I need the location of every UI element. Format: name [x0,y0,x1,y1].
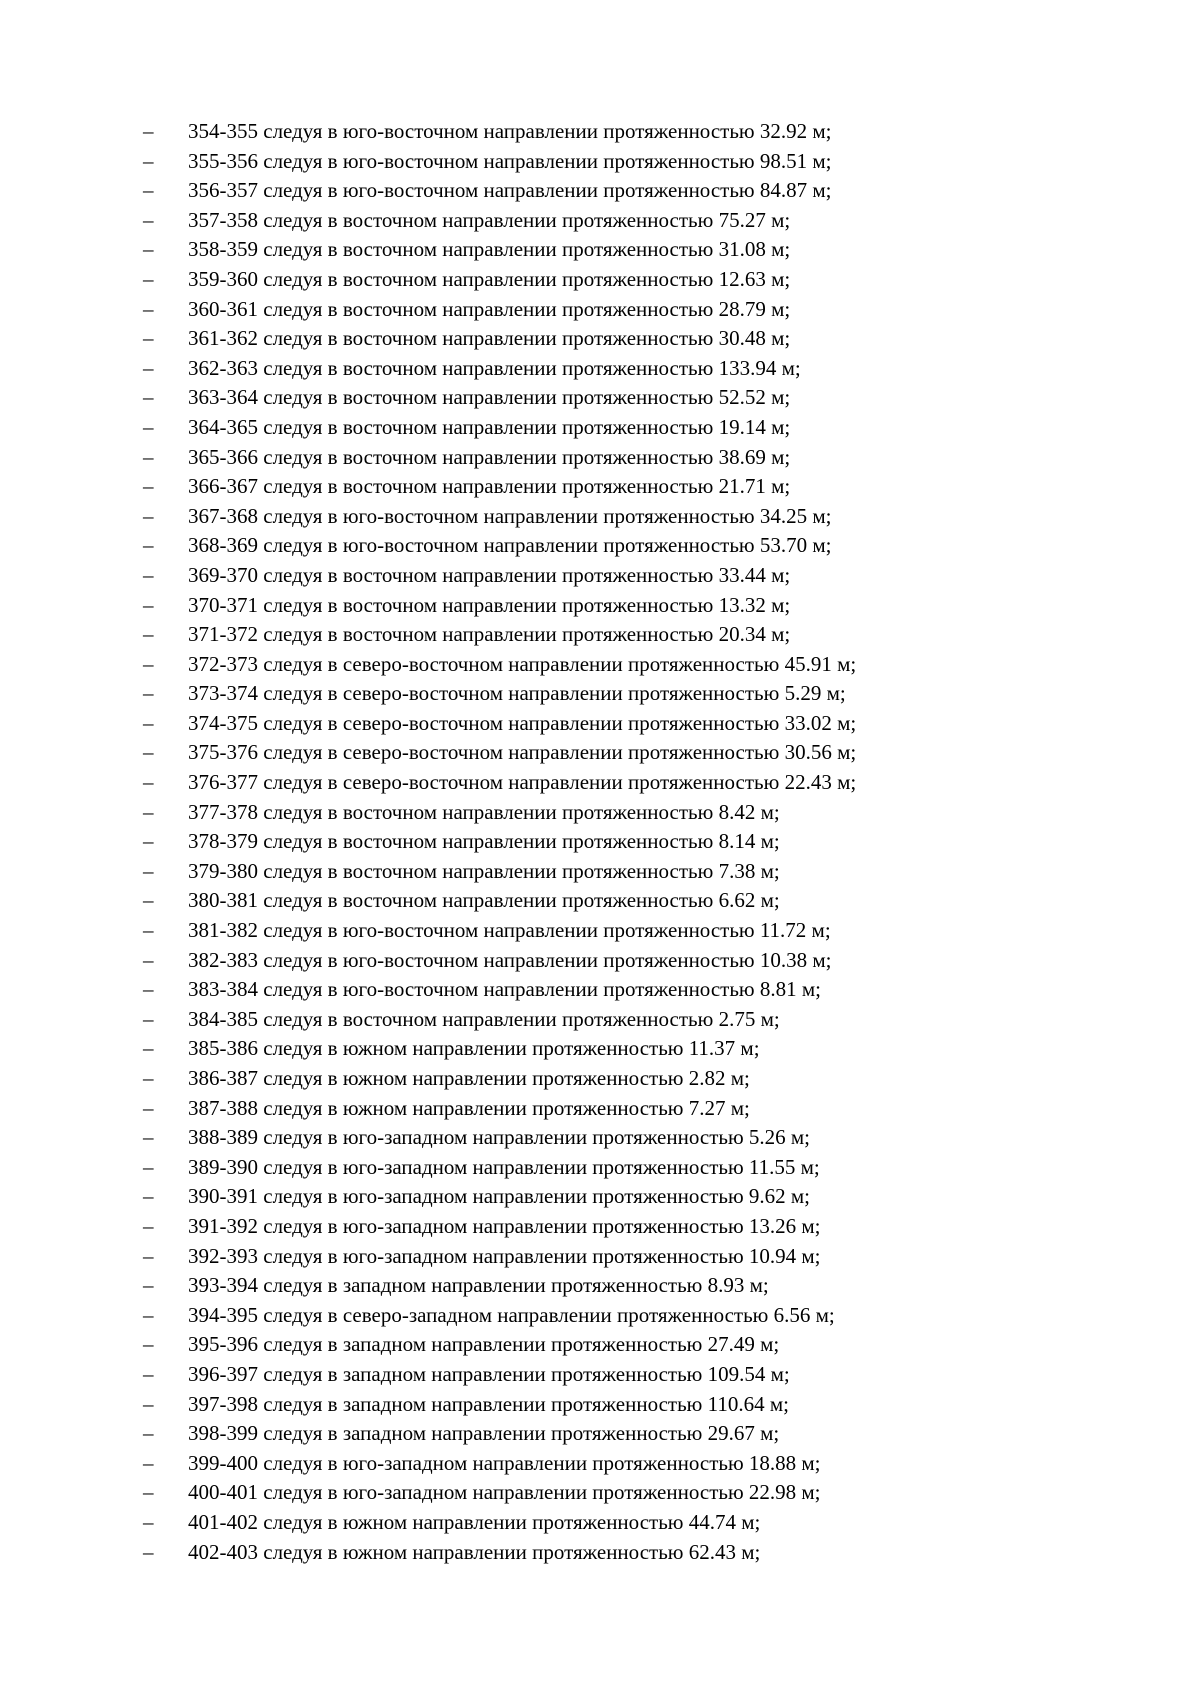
list-item [143,531,1043,561]
segment-description: 375-376 следуя в северо-восточном направлении протяженностью 30.56 м; [188,740,857,765]
list-item [143,798,1043,828]
list-bullet-dash: – [143,296,154,321]
list-item [143,709,1043,739]
list-item [143,1005,1043,1035]
segment-description: 357-358 следуя в восточном направлении протяженностью 75.27 м; [188,207,791,232]
list-item [143,206,1043,236]
segment-description: 374-375 следуя в северо-восточном направлении протяженностью 33.02 м; [188,710,857,735]
boundary-segment-list [143,117,1043,1567]
segment-description: 354-355 следуя в юго-восточном направлении протяженностью 32.92 м; [188,119,832,143]
list-bullet-dash: – [143,1273,154,1298]
segment-description: 398-399 следуя в западном направлении протяженностью 29.67 м; [188,1421,780,1446]
list-bullet-dash: – [143,385,154,410]
segment-description: 387-388 следуя в южном направлении протяженностью 7.27 м; [188,1095,750,1120]
list-item [143,472,1043,502]
list-item [143,1538,1043,1568]
list-item [143,1419,1043,1449]
segment-description: 390-391 следуя в юго-западном направлении протяженностью 9.62 м; [188,1184,811,1209]
list-bullet-dash: – [143,533,154,558]
list-bullet-dash: – [143,888,154,913]
list-item [143,1449,1043,1479]
list-item [143,857,1043,887]
list-item [143,1330,1043,1360]
segment-description: 369-370 следуя в восточном направлении протяженностью 33.44 м; [188,562,791,587]
list-bullet-dash: – [143,918,154,943]
list-bullet-dash: – [143,1154,154,1179]
segment-description: 400-401 следуя в юго-западном направлении протяженностью 22.98 м; [188,1480,821,1505]
list-bullet-dash: – [143,1421,154,1446]
segment-description: 376-377 следуя в северо-восточном направлении протяженностью 22.43 м; [188,770,857,795]
list-bullet-dash: – [143,858,154,883]
list-bullet-dash: – [143,947,154,972]
list-bullet-dash: – [143,503,154,528]
list-item [143,620,1043,650]
list-item [143,1271,1043,1301]
list-item [143,1034,1043,1064]
list-item [143,886,1043,916]
segment-description: 382-383 следуя в юго-восточном направлении протяженностью 10.38 м; [188,947,832,972]
segment-description: 368-369 следуя в юго-восточном направлении протяженностью 53.70 м; [188,533,832,558]
segment-description: 355-356 следуя в юго-восточном направлении протяженностью 98.51 м; [188,148,832,173]
segment-description: 401-402 следуя в южном направлении протяженностью 44.74 м; [188,1509,761,1534]
segment-description: 370-371 следуя в восточном направлении протяженностью 13.32 м; [188,592,791,617]
list-bullet-dash: – [143,977,154,1002]
list-bullet-dash: – [143,829,154,854]
list-item [143,354,1043,384]
segment-description: 384-385 следуя в восточном направлении протяженностью 2.75 м; [188,1006,780,1031]
list-bullet-dash: – [143,1539,154,1564]
list-item [143,265,1043,295]
segment-description: 391-392 следуя в юго-западном направлении протяженностью 13.26 м; [188,1213,821,1238]
list-item [143,147,1043,177]
list-bullet-dash: – [143,1361,154,1386]
list-item [143,1153,1043,1183]
list-item [143,591,1043,621]
list-item [143,176,1043,206]
list-bullet-dash: – [143,1243,154,1268]
list-item [143,324,1043,354]
segment-description: 385-386 следуя в южном направлении протяженностью 11.37 м; [188,1036,760,1061]
list-item [143,1212,1043,1242]
list-bullet-dash: – [143,710,154,735]
list-item [143,1182,1043,1212]
segment-description: 386-387 следуя в южном направлении протяженностью 2.82 м; [188,1066,750,1090]
segment-description: 373-374 следуя в северо-восточном направлении протяженностью 5.29 м; [188,681,846,706]
list-item [143,1360,1043,1390]
list-bullet-dash: – [143,266,154,291]
segment-description: 371-372 следуя в восточном направлении протяженностью 20.34 м; [188,622,791,647]
list-item [143,946,1043,976]
list-item [143,768,1043,798]
segment-description: 360-361 следуя в восточном направлении протяженностью 28.79 м; [188,296,791,321]
list-bullet-dash: – [143,207,154,232]
list-bullet-dash: – [143,651,154,676]
segment-description: 372-373 следуя в северо-восточном направлении протяженностью 45.91 м; [188,651,857,676]
list-item [143,383,1043,413]
list-item [143,916,1043,946]
segment-description: 402-403 следуя в южном направлении протяженностью 62.43 м; [188,1539,761,1564]
list-bullet-dash: – [143,1391,154,1416]
list-item [143,1064,1043,1094]
segment-description: 399-400 следуя в юго-западном направлении протяженностью 18.88 м; [188,1450,821,1475]
segment-description: 366-367 следуя в восточном направлении протяженностью 21.71 м; [188,474,791,499]
list-bullet-dash: – [143,1184,154,1209]
list-bullet-dash: – [143,622,154,647]
segment-description: 388-389 следуя в юго-западном направлении протяженностью 5.26 м; [188,1125,811,1150]
list-bullet-dash: – [143,1509,154,1534]
segment-description: 364-365 следуя в восточном направлении протяженностью 19.14 м; [188,414,791,439]
list-bullet-dash: – [143,1480,154,1505]
list-bullet-dash: – [143,770,154,795]
list-bullet-dash: – [143,1450,154,1475]
list-bullet-dash: – [143,355,154,380]
list-bullet-dash: – [143,178,154,203]
segment-description: 365-366 следуя в восточном направлении протяженностью 38.69 м; [188,444,791,469]
list-bullet-dash: – [143,1302,154,1327]
list-bullet-dash: – [143,237,154,262]
list-bullet-dash: – [143,740,154,765]
list-item [143,295,1043,325]
list-item [143,235,1043,265]
segment-description: 359-360 следуя в восточном направлении протяженностью 12.63 м; [188,266,791,291]
list-bullet-dash: – [143,1213,154,1238]
segment-description: 377-378 следуя в восточном направлении протяженностью 8.42 м; [188,799,780,824]
list-item [143,1301,1043,1331]
segment-description: 397-398 следуя в западном направлении протяженностью 110.64 м; [188,1391,789,1416]
list-bullet-dash: – [143,1006,154,1031]
segment-description: 381-382 следуя в юго-восточном направлении протяженностью 11.72 м; [188,918,831,943]
list-bullet-dash: – [143,799,154,824]
list-bullet-dash: – [143,1125,154,1150]
list-bullet-dash: – [143,1095,154,1120]
list-item [143,413,1043,443]
list-bullet-dash: – [143,474,154,499]
segment-description: 396-397 следуя в западном направлении протяженностью 109.54 м; [188,1361,790,1386]
segment-description: 358-359 следуя в восточном направлении протяженностью 31.08 м; [188,237,791,262]
list-item [143,1390,1043,1420]
segment-description: 389-390 следуя в юго-западном направлении протяженностью 11.55 м; [188,1154,820,1179]
list-item [143,650,1043,680]
list-bullet-dash: – [143,592,154,617]
list-bullet-dash: – [143,148,154,173]
list-bullet-dash: – [143,326,154,351]
segment-description: 395-396 следуя в западном направлении протяженностью 27.49 м; [188,1332,780,1357]
segment-description: 363-364 следуя в восточном направлении протяженностью 52.52 м; [188,385,791,410]
list-item [143,738,1043,768]
segment-description: 379-380 следуя в восточном направлении протяженностью 7.38 м; [188,858,780,883]
list-item [143,561,1043,591]
list-item [143,679,1043,709]
segment-description: 383-384 следуя в юго-восточном направлении протяженностью 8.81 м; [188,977,821,1002]
list-bullet-dash: – [143,414,154,439]
list-item [143,1478,1043,1508]
segment-description: 367-368 следуя в юго-восточном направлении протяженностью 34.25 м; [188,503,832,528]
list-item [143,443,1043,473]
list-bullet-dash: – [143,1332,154,1357]
segment-description: 394-395 следуя в северо-западном направлении протяженностью 6.56 м; [188,1302,835,1327]
list-item [143,975,1043,1005]
list-bullet-dash: – [143,562,154,587]
list-bullet-dash: – [143,119,154,143]
list-item [143,1242,1043,1272]
list-bullet-dash: – [143,1036,154,1061]
segment-description: 362-363 следуя в восточном направлении протяженностью 133.94 м; [188,355,801,380]
list-item [143,502,1043,532]
segment-description: 392-393 следуя в юго-западном направлении протяженностью 10.94 м; [188,1243,821,1268]
list-item [143,117,1043,147]
segment-description: 378-379 следуя в восточном направлении протяженностью 8.14 м; [188,829,780,854]
segment-description: 361-362 следуя в восточном направлении протяженностью 30.48 м; [188,326,791,351]
segment-description: 393-394 следуя в западном направлении протяженностью 8.93 м; [188,1273,769,1298]
list-bullet-dash: – [143,681,154,706]
list-item [143,1508,1043,1538]
list-bullet-dash: – [143,444,154,469]
list-item [143,827,1043,857]
list-bullet-dash: – [143,1066,154,1090]
list-item [143,1123,1043,1153]
list-item [143,1094,1043,1124]
segment-description: 380-381 следуя в восточном направлении протяженностью 6.62 м; [188,888,780,913]
segment-description: 356-357 следуя в юго-восточном направлении протяженностью 84.87 м; [188,178,832,203]
